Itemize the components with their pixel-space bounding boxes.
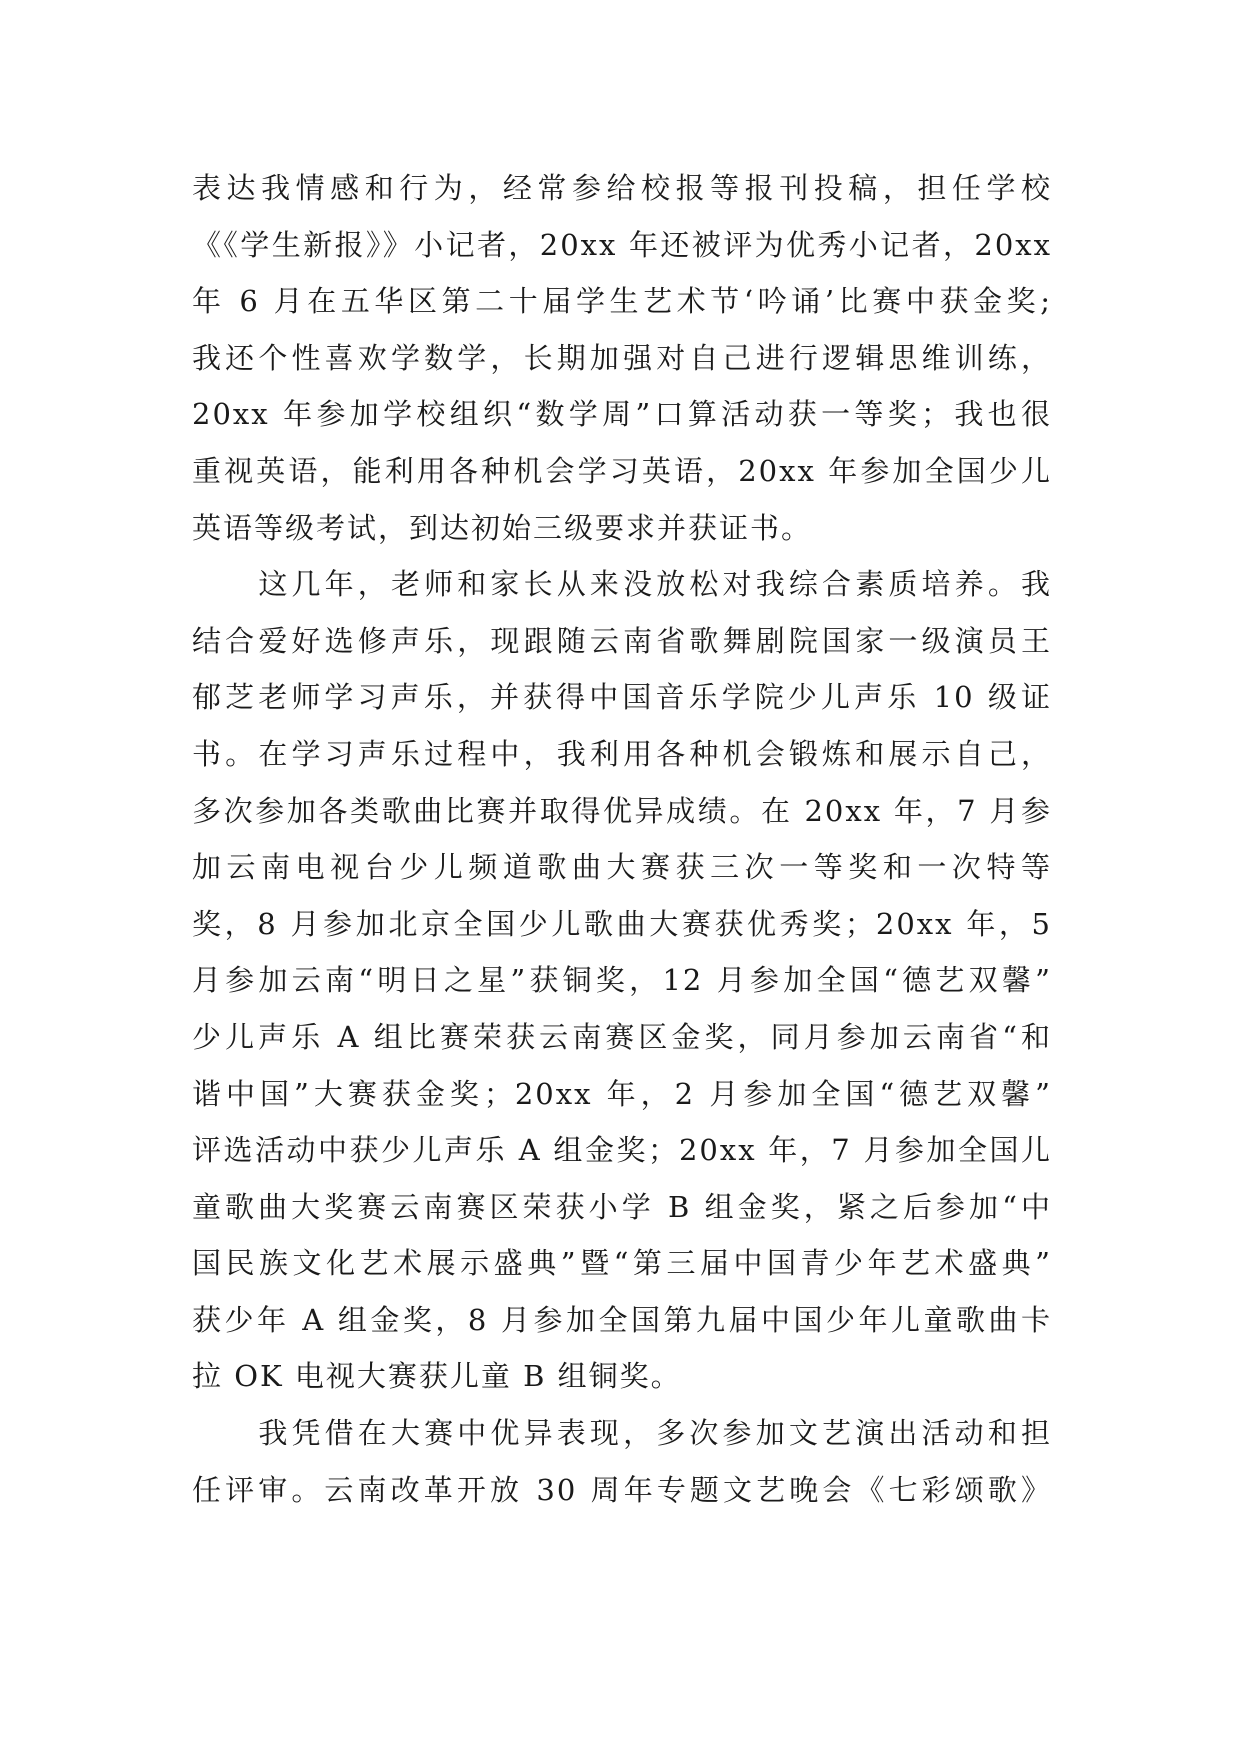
- text-line: 谐中国”大赛获金奖；20xx 年，2 月参加全国“德艺双馨”: [192, 1076, 1052, 1111]
- text-line: 月参加云南“明日之星”获铜奖，12 月参加全国“德艺双馨”: [192, 963, 1052, 998]
- text-line: 少儿声乐 A 组比赛荣获云南赛区金奖，同月参加云南省“和: [192, 1019, 1052, 1054]
- text-line: 任评审。云南改革开放 30 周年专题文艺晚会《七彩颂歌》: [192, 1472, 1052, 1507]
- text-line: 童歌曲大奖赛云南赛区荣获小学 B 组金奖，紧之后参加“中: [192, 1189, 1052, 1224]
- text-line: 获少年 A 组金奖，8 月参加全国第九届中国少年儿童歌曲卡: [192, 1302, 1052, 1337]
- text-line: 书。在学习声乐过程中，我利用各种机会锻炼和展示自己，: [192, 736, 1052, 771]
- text-line: 评选活动中获少儿声乐 A 组金奖；20xx 年，7 月参加全国儿: [192, 1133, 1052, 1168]
- text-line: 这几年，老师和家长从来没放松对我综合素质培养。我: [192, 567, 1052, 602]
- text-line: 加云南电视台少儿频道歌曲大赛获三次一等奖和一次特等: [192, 850, 1052, 885]
- text-line: 《《学生新报》》小记者，20xx 年还被评为优秀小记者，20xx: [192, 227, 1052, 262]
- text-line: 郁芝老师学习声乐，并获得中国音乐学院少儿声乐 10 级证: [192, 680, 1052, 715]
- text-line: 拉 OK 电视大赛获儿童 B 组铜奖。: [192, 1359, 682, 1394]
- text-line: 国民族文化艺术展示盛典”暨“第三届中国青少年艺术盛典”: [192, 1246, 1052, 1281]
- text-line: 奖，8 月参加北京全国少儿歌曲大赛获优秀奖；20xx 年，5: [192, 906, 1052, 941]
- text-line: 20xx 年参加学校组织“数学周”口算活动获一等奖；我也很: [192, 397, 1052, 432]
- text-line: 重视英语，能利用各种机会学习英语，20xx 年参加全国少儿: [192, 453, 1052, 488]
- text-line: 多次参加各类歌曲比赛并取得优异成绩。在 20xx 年，7 月参: [192, 793, 1052, 828]
- text-line: 我还个性喜欢学数学，长期加强对自己进行逻辑思维训练，: [192, 340, 1052, 375]
- text-line: 结合爱好选修声乐，现跟随云南省歌舞剧院国家一级演员王: [192, 623, 1052, 658]
- document-body: [192, 160, 1052, 1518]
- text-line: 年 6 月在五华区第二十届学生艺术节‘吟诵’比赛中获金奖;: [192, 284, 1052, 319]
- text-line: 英语等级考试，到达初始三级要求并获证书。: [192, 510, 813, 545]
- text-line: 表达我情感和行为，经常参给校报等报刊投稿，担任学校: [192, 171, 1052, 205]
- text-line: 我凭借在大赛中优异表现，多次参加文艺演出活动和担: [192, 1416, 1052, 1451]
